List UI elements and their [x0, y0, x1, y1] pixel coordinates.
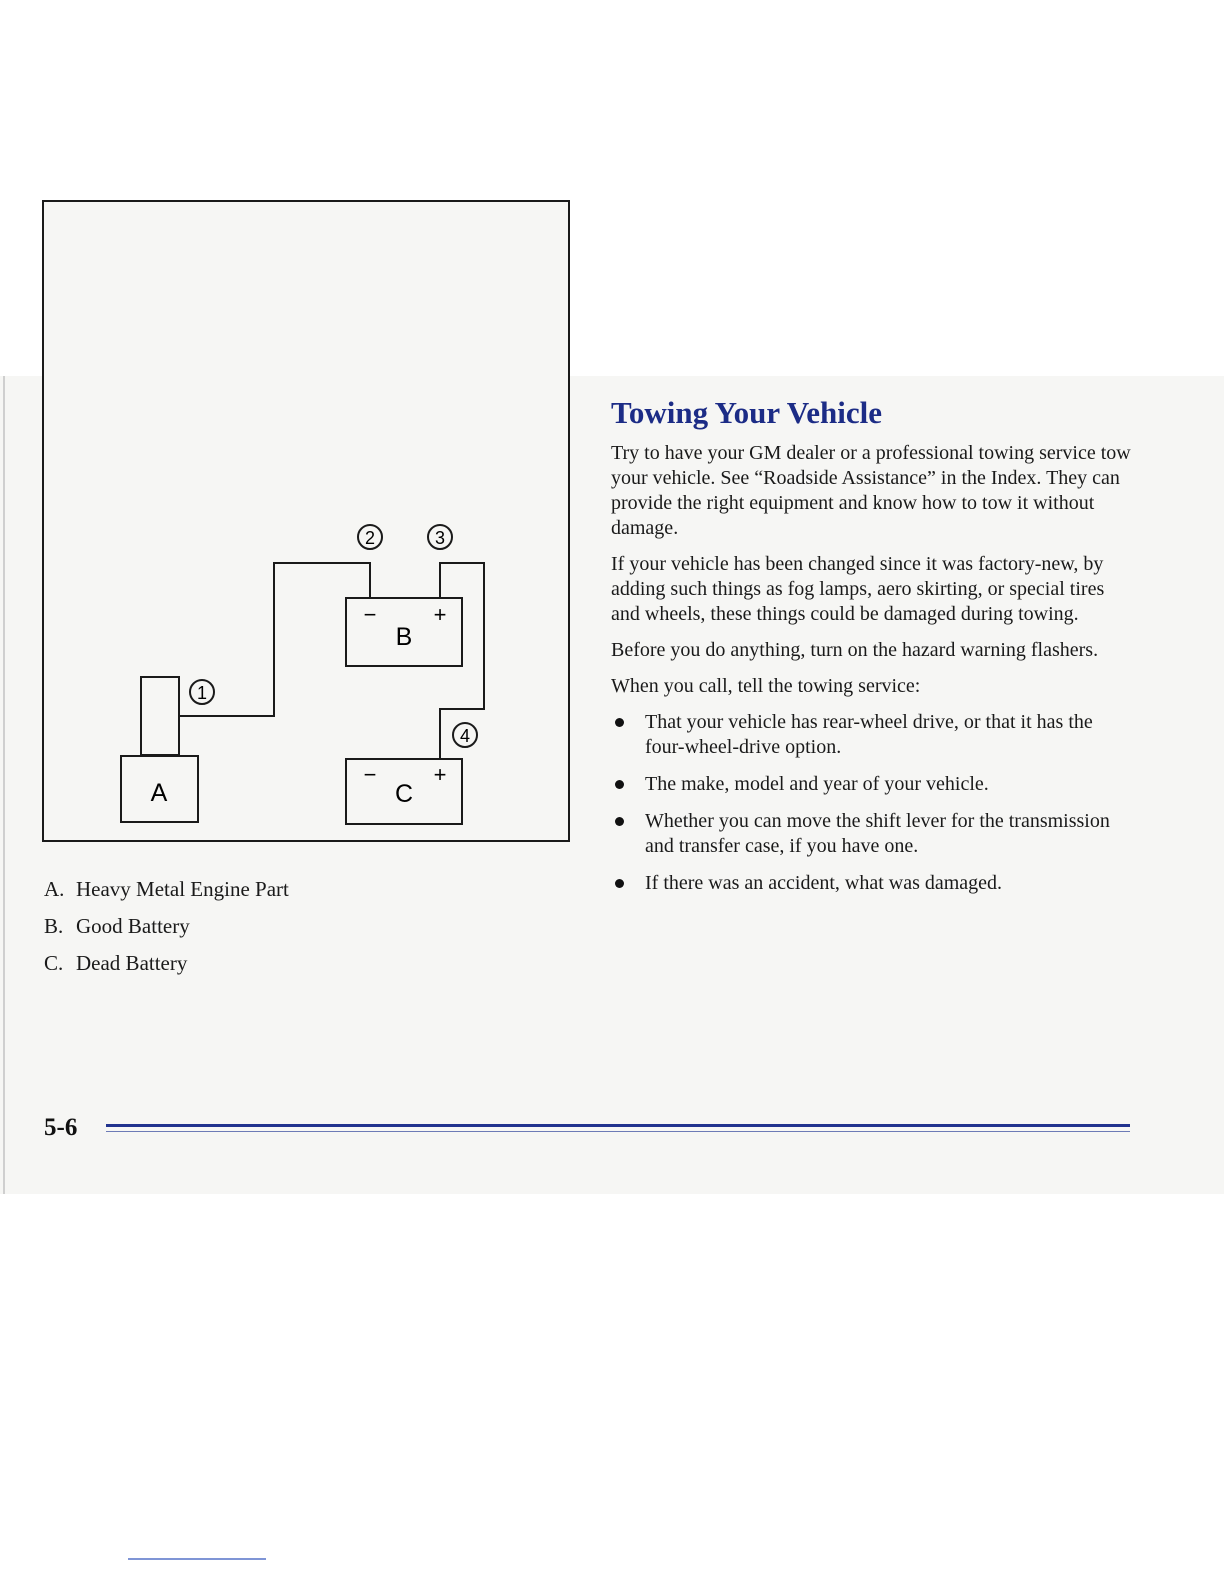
legend-letter: C. — [44, 951, 64, 975]
callout-4-text: 4 — [459, 726, 471, 746]
footer-rule-thin — [106, 1131, 1130, 1132]
label-b: B — [395, 623, 413, 651]
diagram-svg — [42, 200, 572, 850]
page-edge — [3, 376, 5, 1194]
label-a: A — [150, 779, 168, 807]
section-body — [611, 441, 1131, 908]
label-c: C — [394, 780, 414, 808]
bullet-icon — [615, 718, 624, 727]
list-item-text: If there was an accident, what was damaged. — [645, 872, 1003, 894]
battery-b-minus: − — [363, 602, 377, 627]
paragraph: Before you do anything, turn on the hazard warning flashers. — [611, 639, 1099, 661]
engine-part-block — [141, 677, 179, 755]
paragraph: If your vehicle has been changed since it was factory-new, by adding such things as fog lamps, aero skirting, or special tires and wheels, these things could be damaged during towing. — [611, 553, 1105, 625]
bullet-icon — [615, 879, 624, 888]
callout-1-text: 1 — [196, 683, 208, 703]
towing-info-list — [611, 710, 1131, 896]
list-item — [611, 710, 1131, 760]
paragraph: When you call, tell the towing service: — [611, 675, 921, 697]
page-number: 5-6 — [44, 1114, 78, 1141]
legend-text: Good Battery — [76, 914, 190, 938]
battery-c-minus: − — [363, 762, 377, 787]
list-item — [611, 772, 1131, 797]
bullet-icon — [615, 817, 624, 826]
diagram-legend — [44, 876, 289, 987]
section-heading: Towing Your Vehicle — [611, 395, 883, 430]
legend-text: Dead Battery — [76, 951, 188, 975]
battery-b-plus: + — [433, 602, 447, 627]
legend-item-a — [44, 876, 289, 913]
list-item-text: Whether you can move the shift lever for the transmission and transfer case, if you have one. — [645, 810, 1110, 857]
footer-rule — [106, 1124, 1130, 1127]
legend-text: Heavy Metal Engine Part — [76, 877, 289, 901]
list-item-text: That your vehicle has rear-wheel drive, or that it has the four-wheel-drive option. — [645, 711, 1093, 758]
legend-letter: B. — [44, 914, 64, 938]
diagram-frame — [43, 201, 569, 841]
legend-item-b — [44, 913, 289, 950]
list-item-text: The make, model and year of your vehicle. — [645, 773, 989, 795]
callout-2-text: 2 — [364, 528, 376, 548]
bullet-icon — [615, 780, 624, 789]
legend-item-c — [44, 950, 289, 987]
callout-3-text: 3 — [434, 528, 446, 548]
list-item — [611, 871, 1131, 896]
list-item — [611, 809, 1131, 859]
bottom-link-line — [128, 1558, 266, 1560]
paragraph: Try to have your GM dealer or a professional towing service tow your vehicle. See “Roadside Assistance” in the Index. They can provide the right equipment and know how to tow it without damage. — [611, 442, 1131, 539]
battery-c-plus: + — [433, 762, 447, 787]
legend-letter: A. — [44, 877, 65, 901]
